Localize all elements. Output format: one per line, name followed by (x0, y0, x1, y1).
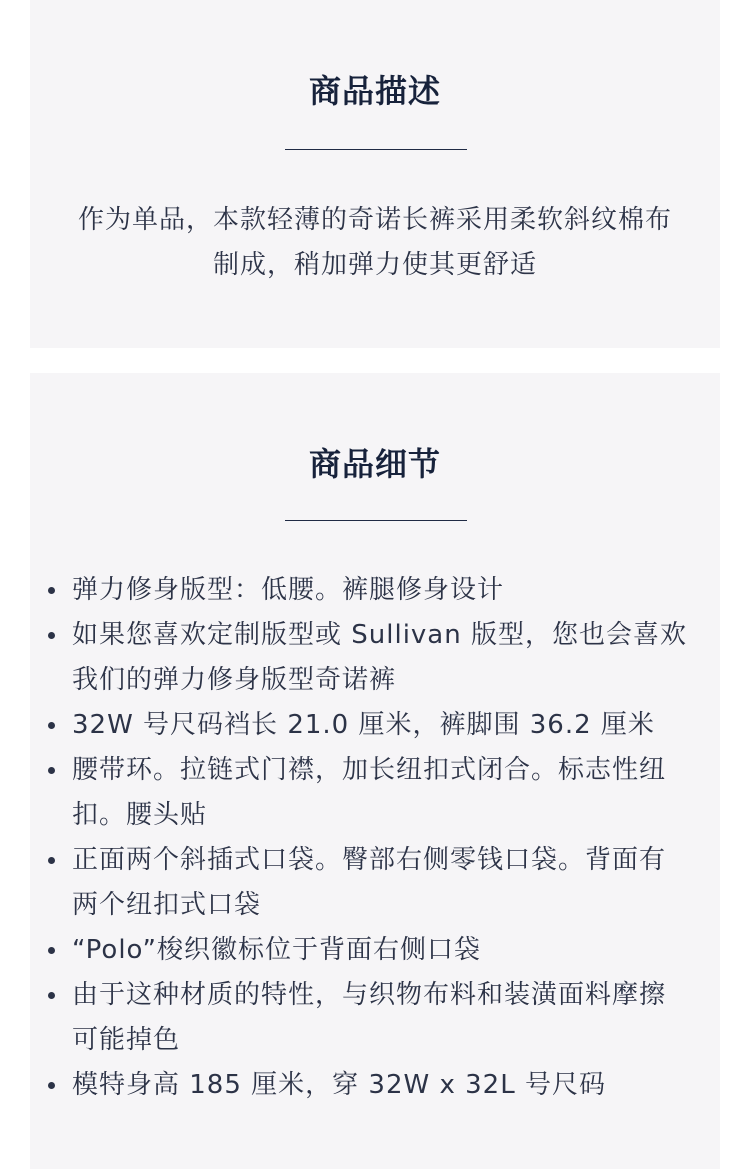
list-item (72, 973, 690, 1063)
list-item-text: 模特身高 185 厘米，穿 32W x 32L 号尺码 (72, 1070, 606, 1100)
details-title-divider (285, 520, 467, 521)
list-item (72, 703, 690, 748)
description-text: 作为单品，本款轻薄的奇诺长裤采用柔软斜纹棉布制成，稍加弹力使其更舒适 (77, 205, 672, 280)
list-item-text: 正面两个斜插式口袋。臀部右侧零钱口袋。背面有两个纽扣式口袋 (72, 845, 667, 920)
list-item-text: 32W 号尺码裆长 21.0 厘米，裤脚围 36.2 厘米 (72, 710, 655, 740)
description-title-divider (285, 149, 467, 150)
list-item (72, 1063, 690, 1108)
bullet-icon (48, 722, 55, 729)
details-list (30, 568, 720, 1108)
description-title: 商品描述 (308, 72, 441, 110)
list-item-text: 如果您喜欢定制版型或 Sullivan 版型，您也会喜欢我们的弹力修身版型奇诺裤 (72, 620, 687, 695)
list-item (72, 838, 690, 928)
bullet-icon (48, 587, 55, 594)
list-item (72, 928, 690, 973)
list-item (72, 568, 690, 613)
bullet-icon (48, 992, 55, 999)
bullet-icon (48, 1082, 55, 1089)
list-item-text: 弹力修身版型：低腰。裤腿修身设计 (72, 575, 505, 605)
product-description-section (30, 0, 720, 348)
list-item (72, 748, 690, 838)
bullet-icon (48, 632, 55, 639)
details-title: 商品细节 (308, 445, 441, 483)
list-item-text: 由于这种材质的特性，与织物布料和装潢面料摩擦可能掉色 (72, 980, 667, 1055)
list-item-text: 腰带环。拉链式门襟，加长纽扣式闭合。标志性纽扣。腰头贴 (72, 755, 667, 830)
list-item-text: “Polo”梭织徽标位于背面右侧口袋 (72, 935, 482, 965)
product-details-section (30, 373, 720, 1169)
bullet-icon (48, 767, 55, 774)
bullet-icon (48, 947, 55, 954)
list-item (72, 613, 690, 703)
bullet-icon (48, 857, 55, 864)
